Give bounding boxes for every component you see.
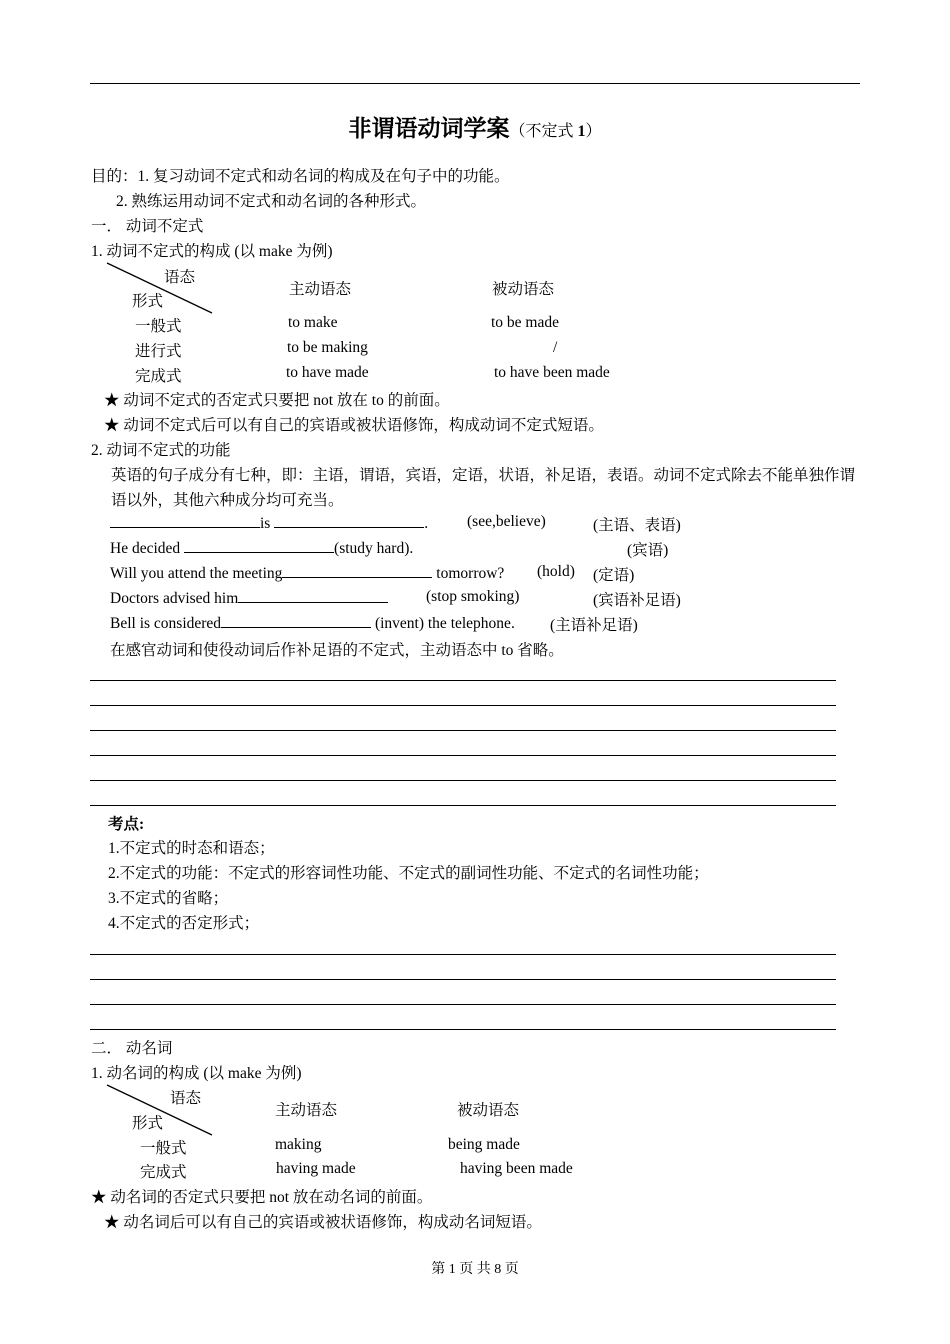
writing-line[interactable] — [90, 954, 836, 955]
example-1-end: . — [424, 515, 429, 532]
section1-note2: ★ 动词不定式后可以有自己的宾语或被状语修饰，构成动词不定式短语。 — [104, 417, 604, 434]
table2-row-passive: having been made — [460, 1160, 573, 1177]
example-3 — [110, 563, 504, 583]
section1-note3: 在感官动词和使役动词后作补足语的不定式，主动语态中 to 省略。 — [110, 642, 564, 659]
answer-blank[interactable] — [238, 588, 388, 603]
section2-sub1: 1. 动名词的构成 (以 make 为例) — [91, 1065, 302, 1082]
section1-para-line2: 语以外，其他六种成分均可充当。 — [111, 492, 344, 509]
section1-sub1: 1. 动词不定式的构成 (以 make 为例) — [91, 243, 333, 260]
table1-col-passive: 被动语态 — [492, 281, 555, 298]
table1-row-active: to have made — [286, 364, 369, 381]
writing-line[interactable] — [90, 680, 836, 681]
table1-corner-top: 语态 — [164, 269, 196, 286]
section1-sub2: 2. 动词不定式的功能 — [91, 442, 231, 459]
table2-row-passive: being made — [448, 1136, 520, 1153]
answer-blank[interactable] — [282, 563, 432, 578]
example-1-mid: is — [260, 515, 271, 532]
example-1-role: (主语、表语) — [593, 517, 681, 534]
table1-row-active: to be making — [287, 339, 368, 356]
table1-corner-bottom: 形式 — [132, 293, 164, 310]
table2-row-active: making — [275, 1136, 322, 1153]
table2-corner-top: 语态 — [170, 1090, 202, 1107]
title-number: 1 — [577, 123, 586, 140]
example-2 — [110, 538, 413, 558]
example-5-end: (invent) the telephone. — [374, 615, 515, 632]
example-3-role: (定语) — [593, 567, 635, 584]
answer-blank[interactable] — [221, 613, 371, 628]
example-1 — [110, 513, 428, 533]
writing-line[interactable] — [90, 755, 836, 756]
table2-col-passive: 被动语态 — [457, 1102, 520, 1119]
title-close-paren: ） — [585, 123, 602, 140]
example-3-hint: (hold) — [537, 563, 575, 580]
title-sub: 不定式 — [525, 123, 578, 140]
answer-blank[interactable] — [184, 538, 334, 553]
table1-row-passive: / — [553, 339, 558, 356]
example-3-end: tomorrow? — [436, 565, 505, 582]
table1-row-form: 进行式 — [135, 343, 182, 360]
goal-line-2: 2. 熟练运用动词不定式和动名词的各种形式。 — [116, 193, 427, 210]
table2-corner-bottom: 形式 — [132, 1115, 164, 1132]
section1-note1: ★ 动词不定式的否定式只要把 not 放在 to 的前面。 — [104, 392, 450, 409]
writing-line[interactable] — [90, 1004, 836, 1005]
kaodian-item: 1.不定式的时态和语态； — [108, 840, 275, 857]
example-2-end: (study hard). — [334, 540, 414, 557]
example-4-start: Doctors advised him — [110, 590, 239, 607]
writing-line[interactable] — [90, 805, 836, 806]
section2-note2: ★ 动名词后可以有自己的宾语或被状语修饰，构成动名词短语。 — [104, 1214, 542, 1231]
example-5-role: (主语补足语) — [550, 617, 638, 634]
section2-heading: 二． 动名词 — [91, 1040, 173, 1057]
answer-blank[interactable] — [110, 513, 260, 528]
example-3-start: Will you attend the meeting — [110, 565, 283, 582]
table2-row-form: 完成式 — [140, 1164, 187, 1181]
example-4-hint: (stop smoking) — [426, 588, 520, 605]
example-2-role: (宾语) — [627, 542, 669, 559]
goal-line-1: 目的：1. 复习动词不定式和动名词的构成及在句子中的功能。 — [91, 168, 510, 185]
table1-col-active: 主动语态 — [289, 281, 352, 298]
example-5-start: Bell is considered — [110, 615, 222, 632]
table1-row-passive: to be made — [491, 314, 560, 331]
writing-line[interactable] — [90, 1029, 836, 1030]
example-1-hint: (see,believe) — [467, 513, 546, 530]
kaodian-item: 4.不定式的否定形式； — [108, 915, 260, 932]
table2-row-form: 一般式 — [140, 1140, 187, 1157]
writing-line[interactable] — [90, 730, 836, 731]
section2-note1: ★ 动名词的否定式只要把 not 放在动名词的前面。 — [91, 1189, 433, 1206]
answer-blank[interactable] — [274, 513, 424, 528]
title-main: 非谓语动词学案 — [348, 116, 510, 141]
kaodian-item: 2.不定式的功能：不定式的形容词性功能、不定式的副词性功能、不定式的名词性功能； — [108, 865, 709, 882]
kaodian-heading: 考点: — [108, 816, 145, 833]
table2-row-active: having made — [276, 1160, 356, 1177]
kaodian-item: 3.不定式的省略； — [108, 890, 229, 907]
title-open-paren: （ — [509, 123, 526, 140]
example-5 — [110, 613, 515, 633]
table1-row-form: 完成式 — [135, 368, 182, 385]
table1-row-form: 一般式 — [135, 318, 182, 335]
writing-line[interactable] — [90, 705, 836, 706]
writing-line[interactable] — [90, 979, 836, 980]
writing-line[interactable] — [90, 780, 836, 781]
table1-row-passive: to have been made — [494, 364, 610, 381]
table1-row-active: to make — [288, 314, 338, 331]
example-2-start: He decided — [110, 540, 181, 557]
section1-para-line1: 英语的句子成分有七种，即：主语，谓语，宾语，定语，状语，补足语，表语。动词不定式除去不能单独作谓 — [111, 467, 856, 484]
table2-col-active: 主动语态 — [275, 1102, 338, 1119]
page-title — [0, 110, 950, 143]
example-4 — [110, 588, 388, 608]
top-rule — [90, 83, 860, 84]
example-4-role: (宾语补足语) — [593, 592, 681, 609]
section1-heading: 一． 动词不定式 — [91, 218, 204, 235]
page-footer: 第 1 页 共 8 页 — [431, 1262, 519, 1277]
